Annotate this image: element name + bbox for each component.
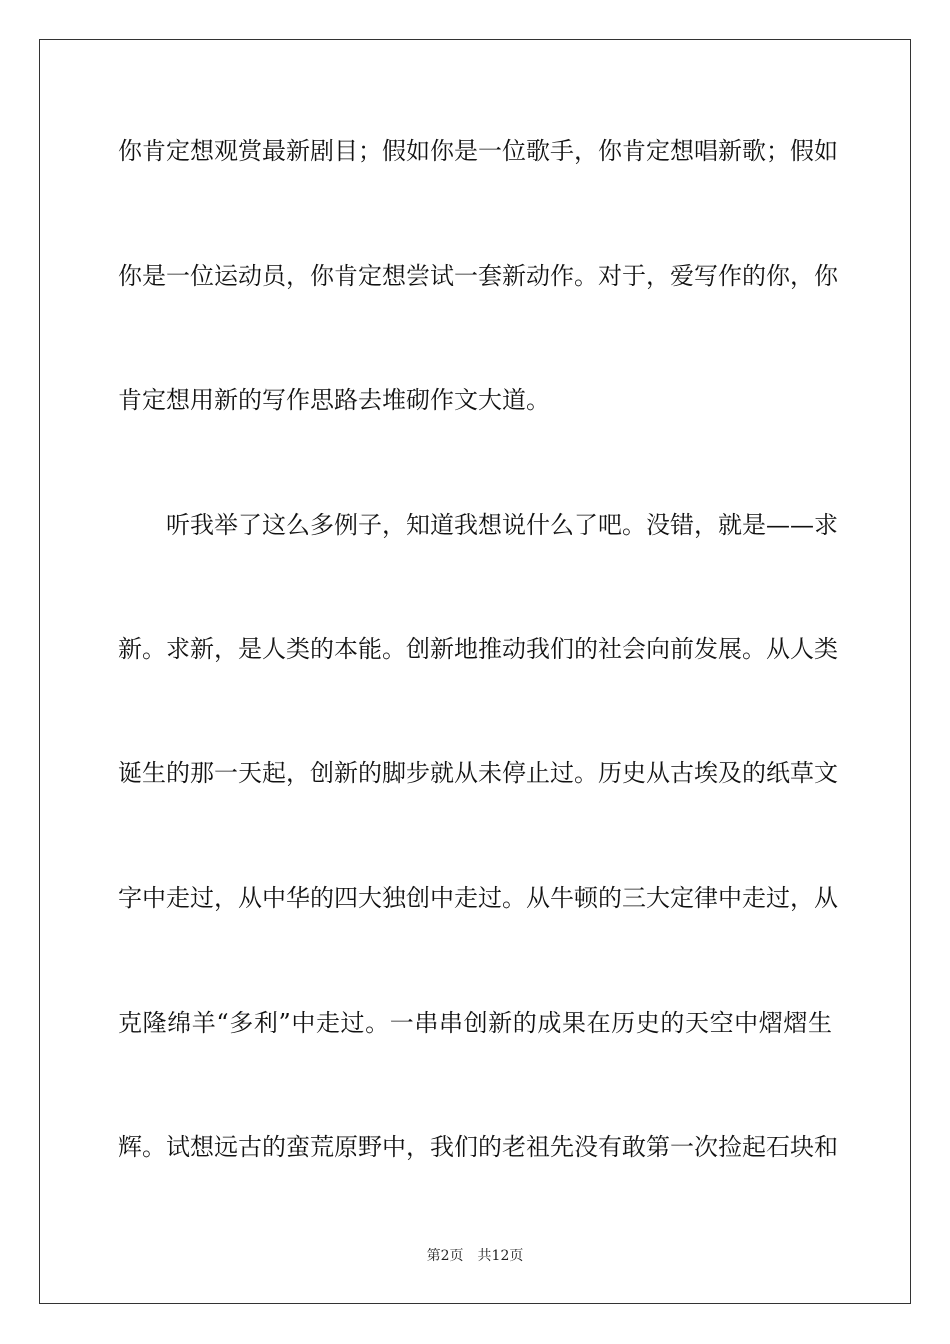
- page-number: 第2页: [426, 1248, 464, 1264]
- text-line-6: 诞生的那一天起，创新的脚步就从未停止过。历史从古埃及的纸草文: [118, 759, 838, 787]
- text-line-9: 辉。试想远古的蛮荒原野中，我们的老祖先没有敢第一次捡起石块和: [118, 1133, 838, 1161]
- page-total: 共12页: [477, 1248, 524, 1264]
- text-line-5: 新。求新，是人类的本能。创新地推动我们的社会向前发展。从人类: [118, 635, 838, 663]
- text-line-4: 听我举了这么多例子，知道我想说什么了吧。没错，就是——求: [118, 511, 838, 539]
- page-border: [39, 39, 911, 1304]
- text-line-8: 克隆绵羊“多利”中走过。一串串创新的成果在历史的天空中熠熠生: [118, 1009, 832, 1037]
- text-line-3: 肯定想用新的写作思路去堆砌作文大道。: [118, 386, 550, 414]
- text-line-7: 字中走过，从中华的四大独创中走过。从牛顿的三大定律中走过，从: [118, 884, 838, 912]
- page-footer: [0, 1247, 950, 1265]
- text-line-1: 你肯定想观赏最新剧目；假如你是一位歌手，你肯定想唱新歌；假如: [118, 137, 838, 165]
- text-line-2: 你是一位运动员，你肯定想尝试一套新动作。对于，爱写作的你，你: [118, 262, 838, 290]
